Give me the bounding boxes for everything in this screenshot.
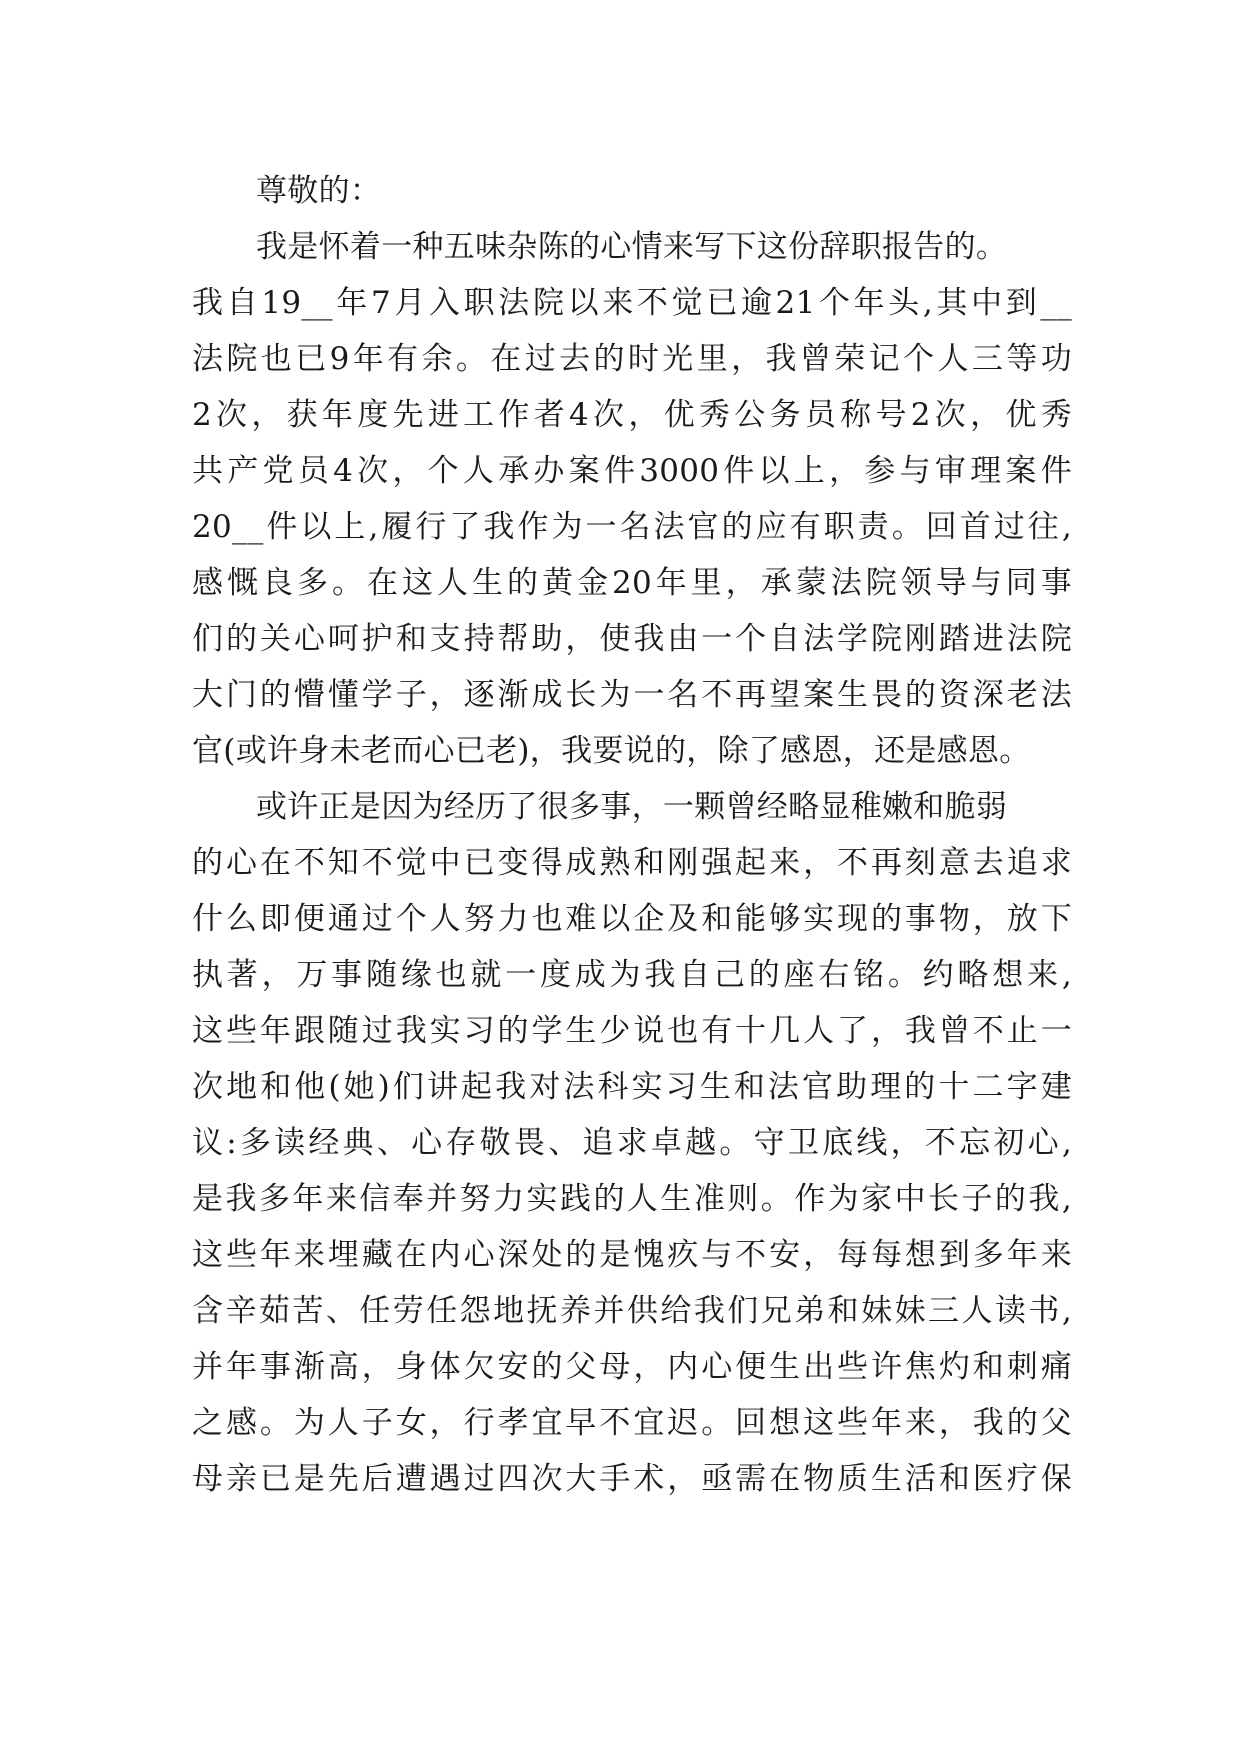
paragraph-line: 并年事渐高，身体欠安的父母，内心便生出些许焦灼和刺痛: [192, 1349, 1072, 1385]
paragraph-line: 议:多读经典、心存敬畏、追求卓越。守卫底线，不忘初心,: [192, 1125, 1072, 1161]
paragraph-line: 2次，获年度先进工作者4次，优秀公务员称号2次，优秀: [192, 397, 1072, 433]
paragraph-line: 或许正是因为经历了很多事，一颗曾经略显稚嫩和脆弱: [256, 789, 1008, 825]
paragraph-line: 执著，万事随缘也就一度成为我自己的座右铭。约略想来,: [192, 957, 1072, 993]
paragraph-line: 共产党员4次，个人承办案件3000件以上，参与审理案件: [192, 453, 1072, 489]
letter-body: [192, 163, 1072, 1507]
paragraph-line: 我是怀着一种五味杂陈的心情来写下这份辞职报告的。: [256, 229, 1008, 265]
paragraph-line: 之感。为人子女，行孝宜早不宜迟。回想这些年来，我的父: [192, 1405, 1072, 1441]
paragraph-line: 20__件以上,履行了我作为一名法官的应有职责。回首过往,: [192, 509, 1072, 545]
paragraph-line: 的心在不知不觉中已变得成熟和刚强起来，不再刻意去追求: [192, 845, 1072, 881]
paragraph-line: 官(或许身未老而心已老)，我要说的，除了感恩，还是感恩。: [192, 733, 1031, 769]
paragraph-line: 母亲已是先后遭遇过四次大手术，亟需在物质生活和医疗保: [192, 1461, 1072, 1497]
paragraph-line: 这些年来埋藏在内心深处的是愧疚与不安，每每想到多年来: [192, 1237, 1072, 1273]
paragraph-line: 大门的懵懂学子，逐渐成长为一名不再望案生畏的资深老法: [192, 677, 1072, 713]
paragraph-line: 这些年跟随过我实习的学生少说也有十几人了，我曾不止一: [192, 1013, 1072, 1049]
paragraph-line: 我自19__年7月入职法院以来不觉已逾21个年头,其中到__: [192, 285, 1072, 321]
paragraph-line: 是我多年来信奉并努力实践的人生准则。作为家中长子的我,: [192, 1181, 1072, 1217]
paragraph-line: 什么即便通过个人努力也难以企及和能够实现的事物，放下: [192, 901, 1072, 937]
paragraph-line: 法院也已9年有余。在过去的时光里，我曾荣记个人三等功: [192, 341, 1072, 377]
paragraph-line: 感慨良多。在这人生的黄金20年里，承蒙法院领导与同事: [192, 565, 1072, 601]
paragraph-line: 含辛茹苦、任劳任怨地抚养并供给我们兄弟和妹妹三人读书,: [192, 1293, 1072, 1329]
salutation: 尊敬的：: [256, 173, 382, 209]
paragraph-line: 们的关心呵护和支持帮助，使我由一个自法学院刚踏进法院: [192, 621, 1072, 657]
paragraph-line: 次地和他(她)们讲起我对法科实习生和法官助理的十二字建: [192, 1069, 1072, 1105]
